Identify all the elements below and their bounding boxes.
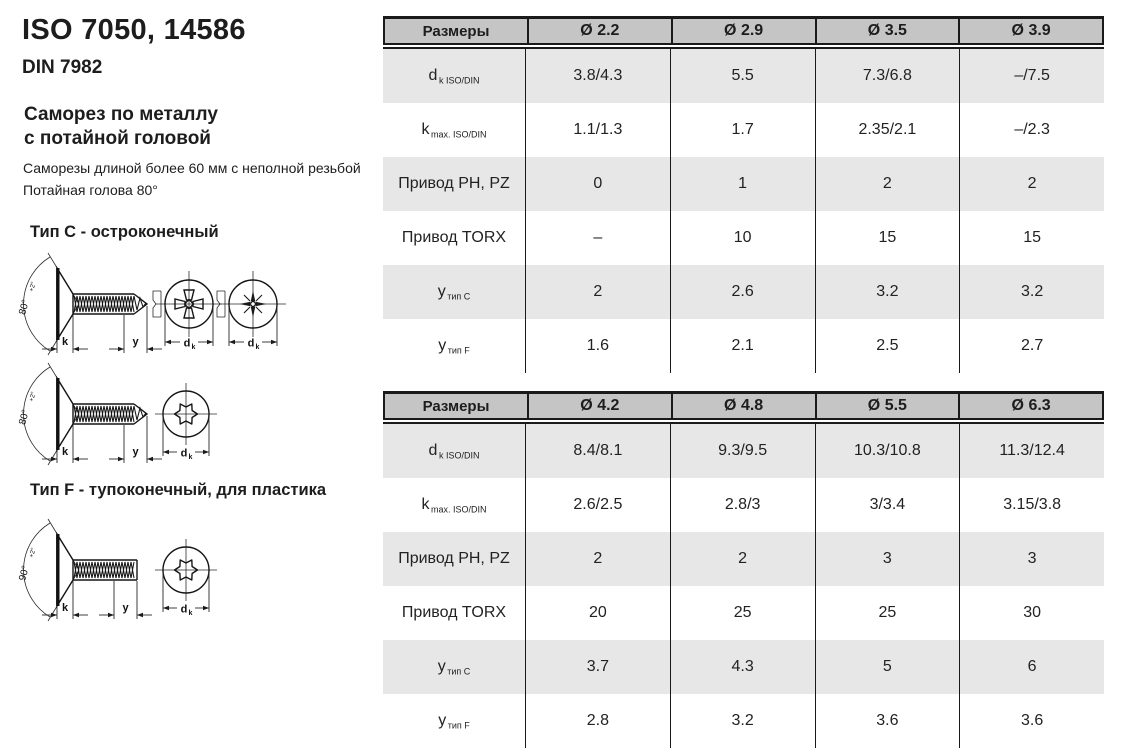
- table-cell: 3.15/3.8: [959, 478, 1104, 532]
- type-f-screw-side-view: [17, 519, 152, 621]
- dimension-label-dk-sub: k: [188, 610, 193, 617]
- table-header-diameter: Ø 2.2: [527, 19, 671, 43]
- row-label: [383, 478, 525, 532]
- table-body: [383, 424, 1104, 748]
- table-header-diameter: Ø 3.5: [815, 19, 959, 43]
- table-header-diameter: Ø 5.5: [815, 394, 959, 418]
- table-row: [383, 49, 1104, 103]
- angle-tolerance-label: +2°: [28, 547, 38, 559]
- table-header-diameter: Ø 4.8: [671, 394, 815, 418]
- table-cell: 25: [670, 586, 815, 640]
- row-label-main: Привод TORX: [401, 229, 507, 246]
- type-c-torx-drawing: [6, 356, 246, 474]
- row-label: [383, 49, 525, 103]
- table-row: [383, 640, 1104, 694]
- dimension-label-k: k: [61, 446, 69, 458]
- type-c-heading: Тип C - остроконечный: [30, 223, 219, 241]
- row-label-main: k: [421, 121, 430, 138]
- table-cell: 2.8/3: [670, 478, 815, 532]
- table-cell: 3: [959, 532, 1104, 586]
- table-cell: 3.6: [959, 694, 1104, 748]
- table-header-diameter: Ø 3.9: [958, 19, 1102, 43]
- row-label: [383, 157, 525, 211]
- table-header-diameter: Ø 2.9: [671, 19, 815, 43]
- row-label-subscript: тип C: [447, 291, 471, 302]
- dimensions-table-large: [383, 391, 1104, 748]
- table-cell: 1.7: [670, 103, 815, 157]
- table-body: [383, 49, 1104, 373]
- table-row: [383, 157, 1104, 211]
- ph-head-view: [153, 271, 222, 351]
- table-cell: 2.7: [959, 319, 1104, 373]
- row-label-main: d: [428, 67, 438, 84]
- product-name-line2: с потайной головой: [24, 128, 211, 149]
- dimensions-table-small: [383, 16, 1104, 373]
- table-cell: 11.3/12.4: [959, 424, 1104, 478]
- row-label-main: Привод PH, PZ: [398, 175, 510, 192]
- row-label-main: Привод TORX: [401, 604, 507, 621]
- table-header-diameter: Ø 6.3: [958, 394, 1102, 418]
- table-cell: 1: [670, 157, 815, 211]
- row-label-subscript: max. ISO/DIN: [430, 504, 487, 515]
- row-label: [383, 265, 525, 319]
- row-label: [383, 211, 525, 265]
- type-c-screw-side-view: [17, 363, 162, 465]
- table-cell: 3.8/4.3: [525, 49, 670, 103]
- table-cell: 3.2: [959, 265, 1104, 319]
- table-cell: 5.5: [670, 49, 815, 103]
- type-c-screw-side-view: [17, 253, 162, 355]
- angle-label: 80°: [17, 298, 32, 317]
- table-row: [383, 694, 1104, 748]
- table-cell: 3.2: [815, 265, 960, 319]
- dimension-label-y: y: [132, 336, 139, 348]
- table-cell: 2: [959, 157, 1104, 211]
- row-label-subscript: k ISO/DIN: [438, 75, 480, 86]
- table-cell: 2: [815, 157, 960, 211]
- table-cell: –/2.3: [959, 103, 1104, 157]
- table-cell: –/7.5: [959, 49, 1104, 103]
- table-header-row: [383, 16, 1104, 45]
- table-cell: 2.8: [525, 694, 670, 748]
- product-name-line1: Саморез по металлу: [24, 104, 218, 125]
- table-row: [383, 103, 1104, 157]
- table-row: [383, 532, 1104, 586]
- dimension-label-dk: d: [183, 337, 191, 350]
- table-header-dimensions: Размеры: [422, 397, 490, 415]
- table-row: [383, 211, 1104, 265]
- dimension-label-dk: d: [247, 337, 255, 350]
- table-cell: 2.1: [670, 319, 815, 373]
- table-cell: 1.1/1.3: [525, 103, 670, 157]
- table-row: [383, 424, 1104, 478]
- description-line2: Потайная голова 80°: [23, 182, 158, 198]
- row-label-subscript: max. ISO/DIN: [430, 129, 487, 140]
- row-label-main: k: [421, 496, 430, 513]
- dimension-label-y: y: [122, 602, 129, 614]
- row-label-subscript: тип C: [447, 666, 471, 677]
- table-cell: 4.3: [670, 640, 815, 694]
- row-label: [383, 640, 525, 694]
- angle-tolerance-label: +2°: [28, 281, 38, 293]
- table-header-dimensions: Размеры: [422, 22, 490, 40]
- description-line1: Саморезы длиной более 60 мм с неполной резьбой: [23, 160, 361, 176]
- row-label-subscript: k ISO/DIN: [438, 450, 480, 461]
- table-cell: 10.3/10.8: [815, 424, 960, 478]
- row-label: [383, 532, 525, 586]
- row-label: [383, 103, 525, 157]
- dimension-label-k: k: [61, 336, 69, 348]
- row-label-main: y: [438, 712, 447, 729]
- page-title: ISO 7050, 14586: [22, 14, 246, 46]
- angle-label: 90°: [17, 564, 32, 583]
- row-label-main: Привод PH, PZ: [398, 550, 510, 567]
- table-cell: 15: [959, 211, 1104, 265]
- table-cell: 2.6/2.5: [525, 478, 670, 532]
- row-label: [383, 424, 525, 478]
- torx-head-view: [155, 383, 217, 461]
- table-cell: 2: [670, 532, 815, 586]
- row-label-main: y: [437, 658, 446, 675]
- row-label: [383, 694, 525, 748]
- row-label-main: y: [438, 337, 447, 354]
- row-label: [383, 586, 525, 640]
- table-cell: 7.3/6.8: [815, 49, 960, 103]
- table-cell: 30: [959, 586, 1104, 640]
- dimension-label-dk-sub: k: [255, 344, 260, 351]
- angle-tolerance-label: +2°: [28, 391, 38, 403]
- din-subtitle: DIN 7982: [22, 57, 103, 78]
- pz-recess-icon: [240, 291, 267, 318]
- table-cell: 25: [815, 586, 960, 640]
- dimension-label-dk: d: [180, 447, 188, 460]
- table-cell: 1.6: [525, 319, 670, 373]
- table-cell: –: [525, 211, 670, 265]
- table-cell: 3/3.4: [815, 478, 960, 532]
- torx-head-view: [155, 539, 217, 617]
- table-cell: 3.6: [815, 694, 960, 748]
- table-cell: 2.6: [670, 265, 815, 319]
- table-cell: 20: [525, 586, 670, 640]
- table-row: [383, 586, 1104, 640]
- product-name: [24, 103, 218, 151]
- type-f-torx-drawing: [6, 512, 246, 630]
- row-label-subscript: тип F: [447, 720, 470, 731]
- dimension-label-k: k: [61, 602, 69, 614]
- table-cell: 2: [525, 532, 670, 586]
- type-c-ph-pz-drawing: [6, 246, 286, 364]
- table-cell: 6: [959, 640, 1104, 694]
- table-cell: 10: [670, 211, 815, 265]
- table-cell: 3.2: [670, 694, 815, 748]
- table-cell: 5: [815, 640, 960, 694]
- table-row: [383, 319, 1104, 373]
- table-header-row: [383, 391, 1104, 420]
- table-cell: 2.5: [815, 319, 960, 373]
- row-label-subscript: тип F: [447, 345, 470, 356]
- table-cell: 2.35/2.1: [815, 103, 960, 157]
- dimension-label-dk: d: [180, 603, 188, 616]
- pz-head-view: [217, 271, 286, 351]
- table-header-diameter: Ø 4.2: [527, 394, 671, 418]
- table-cell: 9.3/9.5: [670, 424, 815, 478]
- table-cell: 2: [525, 265, 670, 319]
- table-cell: 3: [815, 532, 960, 586]
- table-cell: 15: [815, 211, 960, 265]
- type-f-heading: Тип F - тупоконечный, для пластика: [30, 481, 327, 499]
- table-cell: 0: [525, 157, 670, 211]
- dimension-label-y: y: [132, 446, 139, 458]
- table-row: [383, 478, 1104, 532]
- table-cell: 8.4/8.1: [525, 424, 670, 478]
- dimension-label-dk-sub: k: [191, 344, 196, 351]
- row-label: [383, 319, 525, 373]
- table-cell: 3.7: [525, 640, 670, 694]
- row-label-main: y: [437, 283, 446, 300]
- angle-label: 80°: [17, 408, 32, 427]
- table-row: [383, 265, 1104, 319]
- row-label-main: d: [428, 442, 438, 459]
- dimension-label-dk-sub: k: [188, 454, 193, 461]
